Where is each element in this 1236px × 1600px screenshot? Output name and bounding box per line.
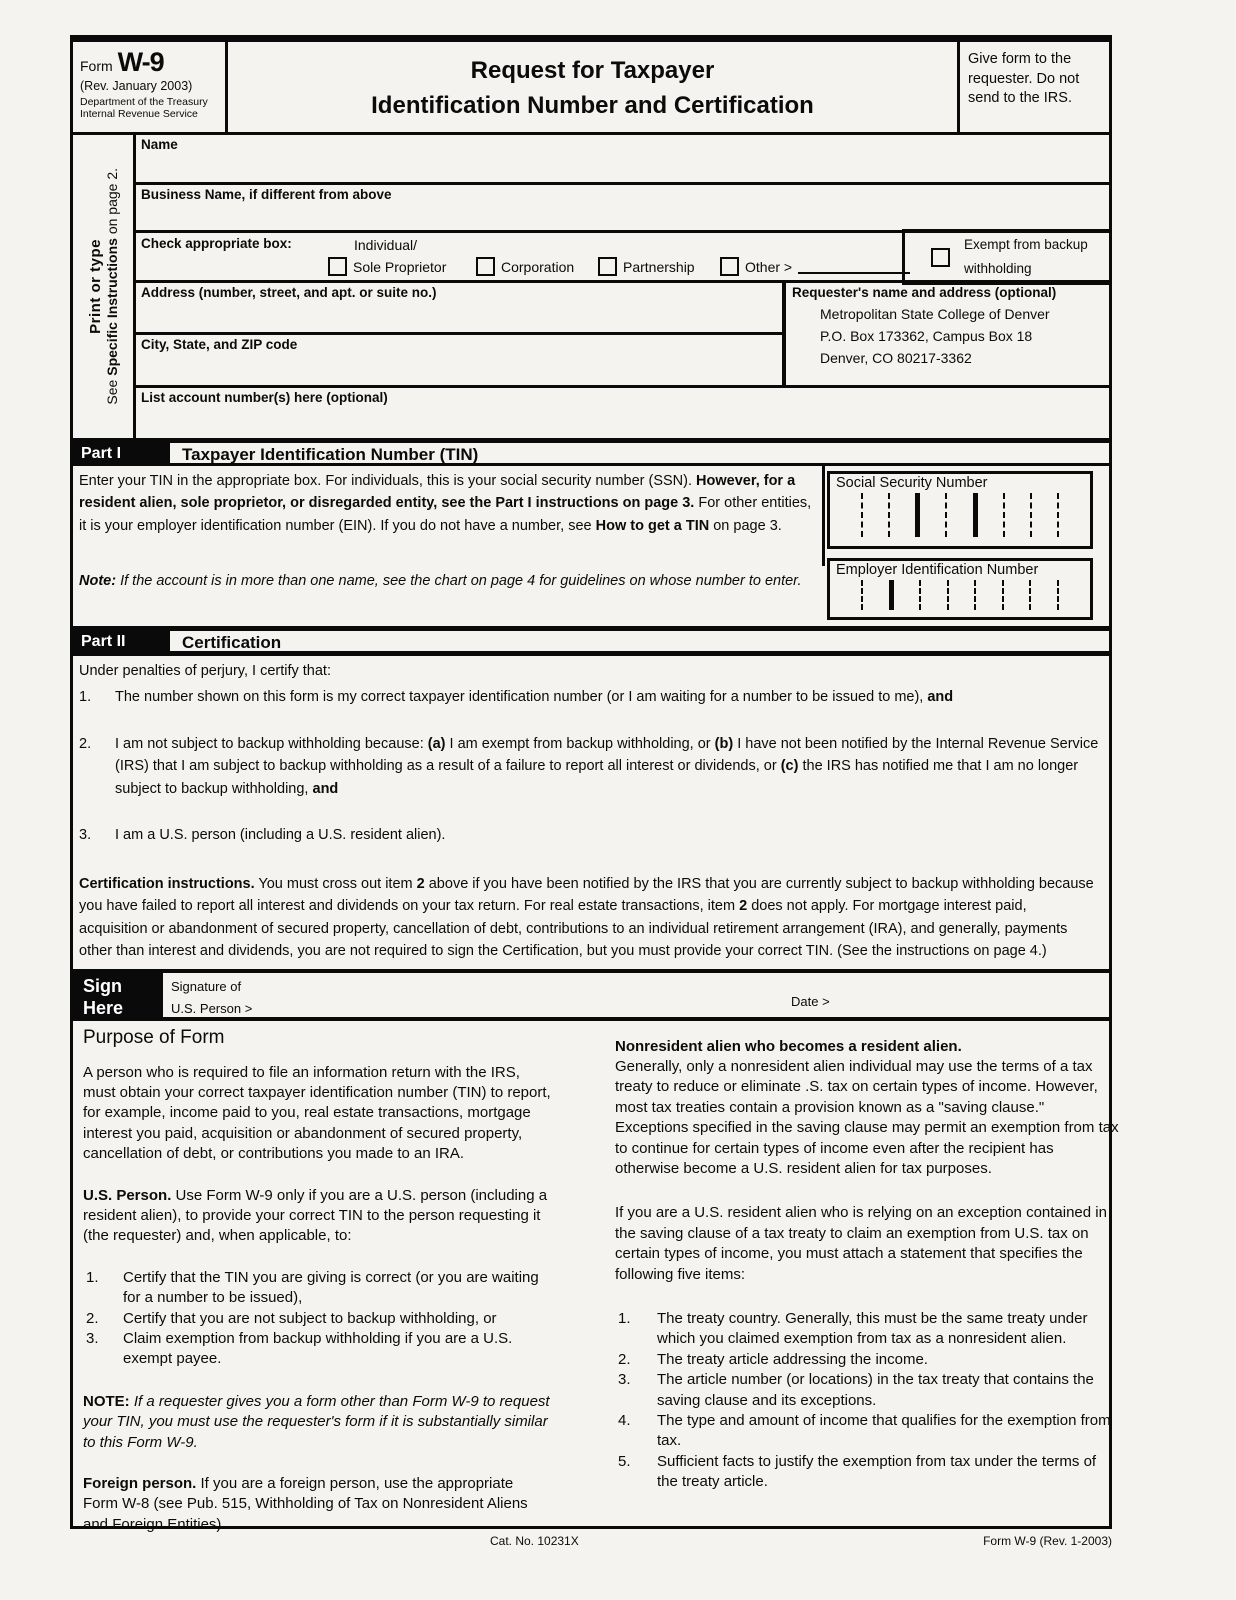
address-input[interactable]: [136, 303, 782, 332]
print-or-type-label: Print or type: [86, 239, 104, 334]
business-name-input[interactable]: [136, 205, 1109, 230]
item2-number: 2.: [79, 735, 92, 752]
city-field-row: [136, 335, 782, 385]
see-prefix: See: [103, 375, 120, 405]
list-item-number: 1.: [86, 1268, 99, 1286]
sole-proprietor-label: Sole Proprietor: [353, 258, 447, 275]
purpose-section: [70, 1021, 1119, 1533]
partnership-option: [598, 257, 695, 276]
ein-digit-cell[interactable]: [947, 580, 974, 610]
tin-instr-seg1: Enter your TIN in the appropriate box. For individuals, this is your social security number (SSN).: [79, 473, 697, 489]
purpose-paragraph-1: A person who is required to file an information return with the IRS, must obtain your correct taxpayer identification number (TIN) to report, for example, income paid to you, real estate transactions, mortgage interest you paid, acquisition or abandonment of secured property, cancellation of debt, or contributions you made to an IRA.: [83, 1063, 551, 1163]
tin-instr-seg4: How to get a TIN: [595, 517, 710, 534]
individual-label: Individual/: [354, 237, 418, 253]
entity-type-row: [136, 233, 1109, 283]
tin-instr-seg3: For other entities, it is your employer identification number (EIN). If you do not have a number, see: [79, 495, 812, 534]
resident-alien-paragraph: If you are a U.S. resident alien who is relying on an exception contained in the saving clause of a tax treaty to claim an exemption from U.S. tax on certain types of income, you must attach a statement that specifies the following five items:: [615, 1204, 1107, 1283]
part2-body: [70, 654, 1112, 969]
part2-header: [70, 626, 1112, 654]
form-id-block: [73, 42, 228, 132]
ssn-digit-cell[interactable]: [945, 493, 972, 537]
account-numbers-row: [136, 388, 1109, 438]
sole-proprietor-option: [328, 257, 446, 276]
part2-title: Certification: [182, 633, 282, 652]
ssn-digit-cell[interactable]: [888, 493, 915, 537]
exempt-label-line1: Exempt from backup: [964, 236, 1088, 252]
item2-and: and: [312, 780, 339, 797]
foreign-person-text: If you are a foreign person, use the appropriate Form W-8 (see Pub. 515, Withholding of Tax on Nonresident Aliens and Foreign Entities).: [83, 1474, 528, 1533]
tin-note: [73, 566, 825, 592]
item2-text: [115, 733, 1099, 800]
ssn-digit-cell[interactable]: [1030, 493, 1057, 537]
us-person-lead: U.S. Person.: [83, 1186, 172, 1204]
list-item-number: 3.: [86, 1329, 99, 1347]
ssn-digit-cell[interactable]: [1057, 493, 1084, 537]
catalog-number: Cat. No. 10231X: [490, 1533, 579, 1548]
form-title-line2: Identification Number and Certification: [371, 91, 814, 119]
print-or-type-sidebar: [73, 135, 136, 438]
see-suffix: on page 2.: [103, 168, 120, 239]
form-word: Form: [80, 58, 113, 74]
cert-seg2: above if you have been notified by the IRS that you are currently subject to backup withholding because you have failed to report all interest and dividends on your tax return. For real estate transactions, item: [79, 875, 1094, 915]
treasury-dept-label: Department of the Treasury: [80, 96, 208, 108]
purpose-title: Purpose of Form: [83, 1026, 225, 1048]
other-label: Other >: [745, 258, 793, 275]
other-checkbox[interactable]: [720, 257, 739, 276]
sign-tag-line1: Sign: [83, 975, 122, 996]
exempt-checkbox[interactable]: [931, 248, 950, 267]
give-form-notice: Give form to the requester. Do not send to the IRS.: [957, 42, 1109, 132]
foreign-person-paragraph: [83, 1474, 551, 1535]
ein-digit-cell[interactable]: [1029, 580, 1056, 610]
us-person-text: Use Form W-9 only if you are a U.S. person (including a resident alien), to provide your correct TIN to the person requesting it (the requester) and, when applicable, to:: [83, 1186, 548, 1245]
us-person-paragraph: [83, 1186, 551, 1247]
ssn-cells: [836, 493, 1084, 537]
ssn-digit-cell[interactable]: [1003, 493, 1030, 537]
list-item-text: Certify that the TIN you are giving is correct (or you are waiting for a number to be issued),: [123, 1268, 539, 1307]
exempt-backup-withholding-box: [902, 229, 1112, 285]
certify-intro: Under penalties of perjury, I certify that:: [79, 663, 331, 679]
partnership-checkbox[interactable]: [598, 257, 617, 276]
list-item: [615, 1309, 1120, 1350]
part1-tag: Part I: [73, 443, 170, 463]
form-revision-footer: Form W-9 (Rev. 1-2003): [983, 1533, 1112, 1548]
entry-fields-section: [70, 135, 1112, 438]
certification-instructions: [79, 873, 1099, 963]
note-body: If a requester gives you a form other than Form W-9 to request your TIN, you must use the requester's form if it is substantially similar to this Form W-9.: [83, 1392, 550, 1451]
item1-and: and: [927, 689, 954, 706]
list-item: [83, 1309, 551, 1329]
corporation-option: [476, 257, 574, 276]
list-item: [615, 1411, 1120, 1452]
list-item-text: The type and amount of income that qualifies for the exemption from tax.: [657, 1411, 1111, 1450]
note-text: If the account is in more than one name, see the chart on page 4 for guidelines on whose number to enter.: [116, 573, 802, 589]
sole-proprietor-checkbox[interactable]: [328, 257, 347, 276]
ein-digit-cell[interactable]: [919, 580, 946, 610]
see-bold: Specific Instructions: [103, 238, 120, 376]
name-input[interactable]: [136, 155, 1109, 182]
sign-here-tag: [73, 973, 163, 1017]
item2-seg4: the IRS has notified me that I am no longer subject to backup withholding,: [115, 758, 1079, 797]
list-item-number: 3.: [618, 1371, 631, 1389]
certify-item-3: [79, 824, 1099, 846]
list-item-text: The treaty article addressing the income.: [657, 1350, 928, 1368]
note-lead: NOTE:: [83, 1392, 130, 1410]
tin-instr-seg5: on page 3.: [709, 517, 782, 534]
list-item: [83, 1329, 551, 1370]
account-numbers-input[interactable]: [136, 408, 1109, 438]
certify-item-1: [79, 686, 1099, 708]
requester-address-line1: P.O. Box 173362, Campus Box 18: [820, 328, 1033, 344]
requester-address-line2: Denver, CO 80217-3362: [820, 350, 972, 366]
ein-digit-cell[interactable]: [1057, 580, 1084, 610]
ssn-digit-cell[interactable]: [915, 493, 945, 537]
nonresident-alien-lead: Nonresident alien who becomes a resident alien.: [615, 1037, 962, 1055]
item1-number: 1.: [79, 689, 92, 706]
tin-instr-seg2: However, for a resident alien, sole proprietor, or disregarded entity, see the Part I instructions on page 3.: [79, 473, 796, 512]
exempt-label-line2: withholding: [964, 261, 1032, 276]
signature-of-line1: Signature of: [171, 978, 242, 994]
item1-seg: The number shown on this form is my correct taxpayer identification number (or I am waiting for a number to be issued to me),: [115, 689, 928, 706]
item2-seg2: I am exempt from backup withholding, or: [445, 735, 715, 752]
page-footer: [70, 1532, 1112, 1554]
list-item: [615, 1370, 1120, 1411]
date-input[interactable]: [843, 997, 1099, 1011]
list-item-number: 4.: [618, 1411, 631, 1429]
w9-form: [70, 35, 1119, 1554]
cert-seg3: does not apply. For mortgage interest paid, acquisition or abandonment of secured property, cancellation of debt, contributions to an individual retirement arrangement (IRA), and generally, payments other than interest and dividends, you are not required to sign the Certification, but you must provide your correct TIN. (See the instructions on page 4.): [79, 898, 1068, 960]
list-item: [615, 1452, 1120, 1493]
note-paragraph: [83, 1392, 551, 1453]
business-name-label: Business Name, if different from above: [141, 187, 392, 202]
list-item-number: 5.: [618, 1452, 631, 1470]
other-option: [720, 257, 910, 276]
ein-label: Employer Identification Number: [836, 562, 1039, 578]
part1-header: [70, 438, 1112, 466]
signature-of-line2: U.S. Person >: [171, 1001, 253, 1017]
item2-c: (c): [780, 758, 799, 775]
ssn-digit-cell[interactable]: [973, 493, 1003, 537]
form-revision: (Rev. January 2003): [80, 79, 193, 93]
part2-tag: Part II: [73, 631, 170, 651]
ein-digit-cell[interactable]: [889, 580, 919, 610]
corporation-label: Corporation: [501, 258, 575, 275]
check-box-label: Check appropriate box:: [141, 236, 292, 251]
cert-bold2: 2: [739, 898, 748, 915]
list-item-text: The treaty country. Generally, this must be the same treaty under which you claimed exemption from tax as a nonresident alien.: [657, 1309, 1088, 1348]
address-city-column: [136, 283, 782, 385]
form-header: [70, 35, 1112, 135]
nonresident-alien-text: Generally, only a nonresident alien individual may use the terms of a tax treaty to reduce or eliminate .S. tax on certain types of income. However, most tax treaties contain a provision known as a "saving clause." Exceptions specified in the saving clause may permit an exemption from tax to continue for certain types of income even after the recipient has otherwise become a U.S. resident alien for tax purposes.: [615, 1058, 1119, 1178]
part1-title: Taxpayer Identification Number (TIN): [182, 445, 479, 464]
tin-instructions: [73, 466, 825, 566]
ssn-digit-cell[interactable]: [836, 493, 861, 537]
item1-text: [115, 686, 1099, 708]
cert-bold1: 2: [416, 875, 425, 892]
signature-input[interactable]: [323, 997, 779, 1011]
ssn-digit-cell[interactable]: [861, 493, 888, 537]
note-label: Note:: [79, 573, 117, 589]
ein-digit-cell[interactable]: [836, 580, 861, 610]
sign-tag-line2: Here: [83, 998, 124, 1019]
item3-text: I am a U.S. person (including a U.S. resident alien).: [115, 827, 446, 844]
exempt-label: [964, 233, 1088, 282]
item2-seg3: I have not been notified by the Internal Revenue Service (IRS) that I am subject to backup withholding as a result of a failure to report all interest or dividends, or: [115, 735, 1099, 775]
list-item-text: The article number (or locations) in the tax treaty that contains the saving clause and its exceptions.: [657, 1371, 1094, 1409]
name-label: Name: [141, 137, 178, 152]
list-item-number: 2.: [86, 1309, 99, 1327]
five-items-list: [615, 1309, 1120, 1493]
city-input[interactable]: [136, 355, 782, 385]
item2-seg1: I am not subject to backup withholding because:: [115, 735, 428, 752]
other-specify-line[interactable]: [798, 260, 910, 274]
us-person-list: [83, 1268, 551, 1370]
sign-here-row: [70, 969, 1112, 1021]
city-label: City, State, and ZIP code: [141, 337, 298, 352]
requester-label: Requester's name and address (optional): [792, 285, 1057, 300]
list-item-number: 2.: [618, 1350, 631, 1368]
address-label: Address (number, street, and apt. or suite no.): [141, 285, 437, 300]
business-name-field-row: [136, 185, 1109, 233]
address-requester-split: [136, 283, 1109, 385]
ein-digit-cell[interactable]: [974, 580, 1001, 610]
purpose-right-column: [615, 1037, 1120, 1493]
list-item-text: Certify that you are not subject to backup withholding, or: [123, 1309, 497, 1327]
cert-seg1: You must cross out item: [254, 875, 417, 892]
cert-lead: Certification instructions.: [79, 875, 255, 892]
list-item-number: 1.: [618, 1309, 631, 1327]
list-item: [615, 1350, 1120, 1370]
item2-a: (a): [427, 735, 446, 752]
see-instructions-label: [104, 168, 120, 405]
address-field-row: [136, 283, 782, 335]
account-numbers-label: List account number(s) here (optional): [141, 390, 388, 405]
ein-digit-cell[interactable]: [1002, 580, 1029, 610]
irs-label: Internal Revenue Service: [80, 108, 198, 120]
certify-item-2: [79, 733, 1099, 800]
signature-of-label: [163, 973, 252, 1017]
item3-number: 3.: [79, 827, 92, 844]
nonresident-alien-paragraph: [615, 1037, 1120, 1180]
name-field-row: [136, 135, 1109, 185]
ssn-label: Social Security Number: [836, 475, 988, 491]
ein-digit-cell[interactable]: [861, 580, 888, 610]
purpose-left-column: [83, 1063, 551, 1556]
field-rows: [136, 135, 1109, 438]
list-item: [83, 1268, 551, 1309]
item2-b: (b): [714, 735, 734, 752]
list-item-text: Sufficient facts to justify the exemption from tax under the terms of the treaty article.: [657, 1452, 1097, 1491]
ein-cells: [836, 580, 1084, 610]
ein-box: [827, 558, 1093, 620]
corporation-checkbox[interactable]: [476, 257, 495, 276]
foreign-person-lead: Foreign person.: [83, 1474, 197, 1492]
form-title-line1: Request for Taxpayer: [470, 57, 715, 84]
form-title: [228, 42, 957, 132]
date-label: Date >: [791, 993, 830, 1009]
form-number: W-9: [117, 47, 164, 77]
requester-box: [782, 283, 1109, 385]
ssn-box: [827, 471, 1093, 549]
list-item-text: Claim exemption from backup withholding if you are a U.S. exempt payee.: [123, 1329, 513, 1368]
requester-name: Metropolitan State College of Denver: [820, 306, 1050, 322]
part1-body: [70, 466, 1112, 626]
partnership-label: Partnership: [623, 258, 695, 275]
